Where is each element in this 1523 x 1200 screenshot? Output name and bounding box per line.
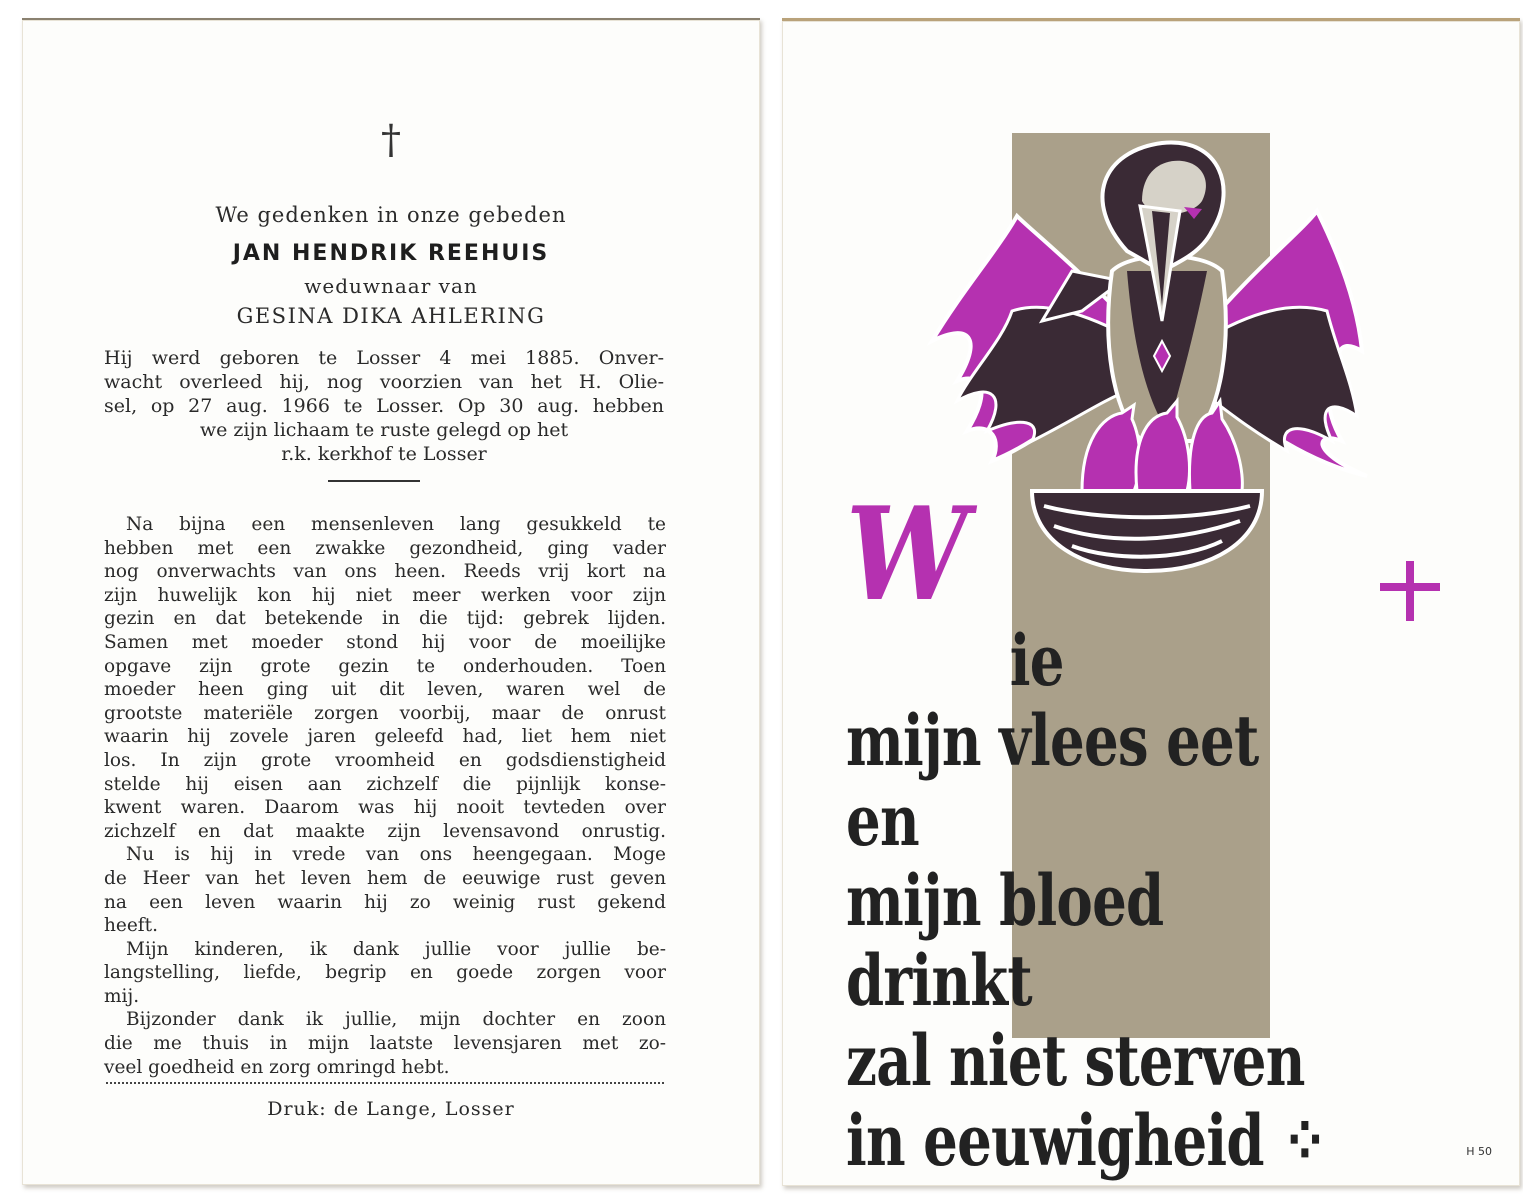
intro-line: We gedenken in onze gebeden	[215, 203, 567, 227]
memorial-line: waarin hij zovele jaren geleefd had, liet hem niet	[104, 726, 666, 748]
memorial-line: Mijn kinderen, ik dank jullie voor jullie be-	[126, 938, 666, 960]
life-line: r.k. kerkhof te Losser	[281, 443, 487, 465]
memorial-paragraph	[104, 513, 666, 1079]
memorial-line: stelde hij eisen aan zichzelf die pijnlijk konse-	[104, 773, 666, 795]
life-line: Hij werd geboren te Losser 4 mei 1885. Onver-	[104, 347, 664, 369]
verse-text	[846, 621, 1345, 1181]
memorial-line: heeft.	[104, 915, 158, 937]
memorial-line: grootste materiële zorgen voorbij, maar de onrust	[104, 702, 666, 724]
short-divider	[328, 480, 420, 482]
life-line: wacht overleed hij, nog voorzien van het H. Olie-	[104, 371, 664, 393]
card-code: H 50	[1466, 1145, 1492, 1158]
memorial-line: na een leven waarin hij zo weinig rust gekend	[104, 891, 666, 913]
cross-icon	[1380, 561, 1440, 621]
memorial-line: moeder heen ging uit dit leven, waren wel de	[104, 679, 666, 701]
verse-line: ie	[1009, 619, 1064, 702]
verse-line: in eeuwigheid ⁘	[846, 1099, 1327, 1182]
memorial-line: zichzelf en dat maakte zijn levensavond onrustig.	[104, 820, 666, 842]
life-line: we zijn lichaam te ruste gelegd op het	[199, 419, 569, 441]
memorial-line: kwent waren. Daarom was hij nooit tevteden over	[104, 797, 666, 819]
life-line: sel, op 27 aug. 1966 te Losser. Op 30 aug. hebben	[104, 395, 664, 417]
memorial-line: opgave zijn grote gezin te onderhouden. Toen	[104, 655, 666, 677]
memorial-line: veel goedheid en zorg omringd hebt.	[104, 1056, 450, 1078]
memorial-line: gezin en dat betekende in die tijd: gebrek lijden.	[104, 608, 666, 630]
memorial-card-text-side	[22, 18, 760, 1185]
memorial-line: los. In zijn grote vroomheid en godsdienstigheid	[104, 749, 666, 771]
verse-line: zal niet sterven	[846, 1019, 1305, 1102]
memorial-line: Bijzonder dank ik jullie, mijn dochter en zoon	[126, 1009, 666, 1031]
memorial-line: mij.	[104, 985, 140, 1007]
memorial-line: nog onverwachts van ons heen. Reeds vrij kort na	[104, 561, 666, 583]
verse-line: mijn vlees eet en	[846, 699, 1259, 862]
memorial-line: hebben met een zwakke gezondheid, ging vader	[104, 537, 666, 559]
memorial-line: Nu is hij in vrede van ons heengegaan. Moge	[126, 844, 666, 866]
spouse-name: GESINA DIKA AHLERING	[236, 304, 546, 328]
memorial-line: Na bijna een mensenleven lang gesukkeld te	[126, 514, 666, 535]
printer-credit: Druk: de Lange, Losser	[267, 1098, 515, 1120]
memorial-line: zijn huwelijk kon hij niet meer werken voor zijn	[104, 584, 666, 606]
memorial-card-image-side	[782, 18, 1520, 1186]
life-dates-paragraph	[104, 346, 664, 466]
memorial-line: langstelling, liefde, begrip en goede zorgen voor	[104, 962, 666, 984]
memorial-line: die me thuis in mijn laatste levensjaren met zo-	[104, 1033, 666, 1055]
verse-initial-letter: W	[846, 480, 969, 630]
widower-line: weduwnaar van	[304, 274, 478, 298]
memorial-line: Samen met moeder stond hij voor de moeilijke	[104, 631, 666, 653]
memorial-line: de Heer van het leven hem de eeuwige rust geven	[104, 867, 666, 889]
verse-line: mijn bloed drinkt	[846, 859, 1164, 1022]
deceased-name: JAN HENDRIK REEHUIS	[232, 241, 550, 266]
cross-icon: †	[381, 117, 401, 163]
bottom-divider	[106, 1082, 664, 1084]
